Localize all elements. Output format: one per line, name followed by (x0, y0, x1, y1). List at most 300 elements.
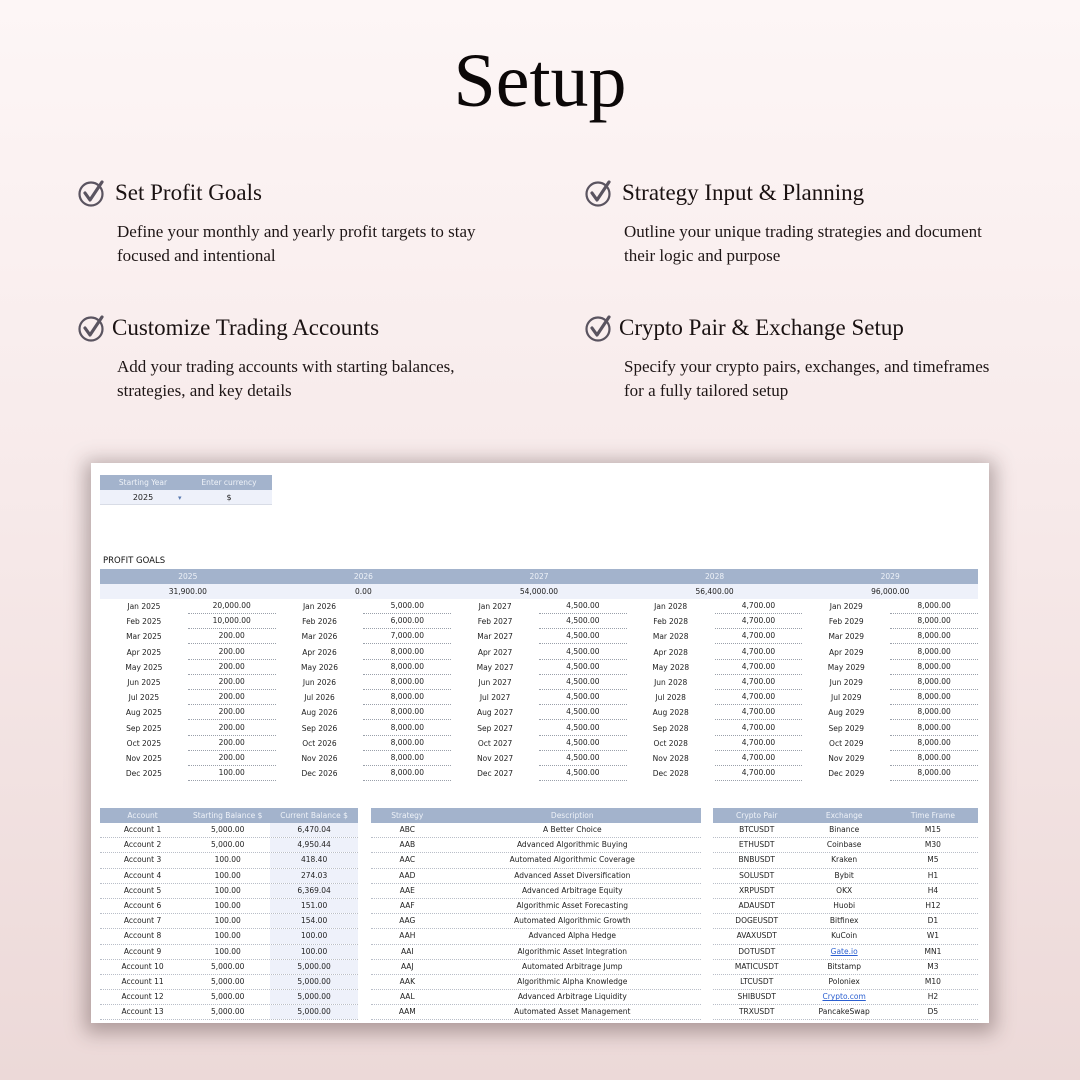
month-row (802, 629, 978, 644)
table-cell[interactable] (371, 914, 444, 928)
month-label: Dec 2027 (477, 769, 514, 779)
month-row (100, 736, 276, 751)
month-goal-input[interactable]: 200.00 (188, 675, 276, 690)
table-cell[interactable] (888, 1005, 978, 1019)
month-row (100, 675, 276, 690)
table-cell[interactable] (100, 975, 185, 989)
year-column (100, 599, 276, 781)
cell-text: Bitfinex (829, 916, 859, 926)
month-label: Mar 2026 (301, 632, 338, 642)
cell-text: Advanced Asset Diversification (514, 870, 631, 880)
month-row (100, 629, 276, 644)
cell-text: D1 (927, 916, 939, 926)
month-goal-input[interactable]: 8,000.00 (890, 675, 978, 690)
cell-text: MN1 (924, 946, 942, 956)
cell-text: 4,950.44 (297, 840, 331, 850)
feature-description (624, 355, 1025, 403)
table-row (713, 914, 978, 929)
feature-title: Customize Trading Accounts (112, 315, 380, 340)
table-row (713, 945, 978, 960)
table-cell[interactable] (713, 990, 800, 1004)
month-label: Dec 2028 (652, 769, 689, 779)
month-goal-input[interactable]: 8,000.00 (890, 690, 978, 705)
month-label: Oct 2027 (477, 738, 513, 748)
cell-text: M15 (924, 825, 941, 834)
starting-year-select[interactable]: 2025 (100, 490, 186, 505)
table-row (371, 899, 701, 914)
cell-text: AAD (399, 870, 416, 880)
month-label: Sep 2028 (652, 723, 689, 733)
cell-text: 5,000.00 (297, 992, 331, 1002)
table-cell[interactable] (185, 975, 270, 989)
month-goal-input[interactable]: 4,500.00 (539, 645, 627, 660)
table-cell[interactable] (185, 960, 270, 974)
table-row (371, 945, 701, 960)
table-cell[interactable] (270, 990, 358, 1004)
month-goal-input[interactable]: 8,000.00 (363, 751, 451, 766)
month-label: Jun 2027 (478, 678, 512, 688)
month-label: Dec 2026 (301, 769, 338, 779)
month-goal-input[interactable]: 4,500.00 (539, 599, 627, 614)
cell-text: Algorithmic Alpha Knowledge (517, 976, 628, 986)
month-goal-input[interactable]: 8,000.00 (890, 660, 978, 675)
month-row (627, 614, 803, 629)
table-cell[interactable] (100, 853, 185, 867)
table-cell[interactable] (713, 838, 800, 852)
month-goal-input[interactable]: 8,000.00 (890, 645, 978, 660)
desc-line: Add your trading accounts with starting balances, (117, 357, 455, 376)
month-goal-input[interactable]: 4,700.00 (715, 645, 803, 660)
table-cell[interactable] (713, 975, 800, 989)
month-goal-input[interactable]: 4,500.00 (539, 660, 627, 675)
cell-text: 5,000.00 (210, 840, 245, 850)
cell-text: LTCUSDT (740, 976, 774, 986)
table-cell[interactable] (270, 853, 358, 867)
month-label: Mar 2028 (652, 632, 689, 642)
feature-title: Set Profit Goals (115, 180, 262, 205)
table-cell[interactable] (713, 869, 800, 883)
cell-text: TRXUSDT (738, 1007, 775, 1017)
table-cell[interactable] (800, 960, 887, 974)
month-label: Sep 2026 (301, 723, 338, 733)
table-cell[interactable] (444, 975, 701, 989)
month-label: Jul 2028 (655, 693, 686, 703)
table-cell[interactable] (371, 823, 444, 837)
month-row (802, 766, 978, 781)
cell-text: ABC (399, 825, 415, 834)
table-cell[interactable] (800, 823, 887, 837)
year-column (802, 599, 978, 781)
table-cell[interactable] (371, 975, 444, 989)
table-row (713, 838, 978, 853)
currency-input[interactable]: $ (186, 490, 272, 505)
month-label: Mar 2029 (828, 632, 865, 642)
cell-text: ETHUSDT (738, 840, 775, 850)
cell-text: Coinbase (826, 840, 862, 850)
month-goal-input[interactable]: 4,700.00 (715, 660, 803, 675)
feature-description (117, 220, 518, 268)
cell-text: 100.00 (214, 900, 241, 910)
month-label: Aug 2029 (828, 708, 865, 718)
month-goal-input[interactable]: 200.00 (188, 751, 276, 766)
month-goal-input[interactable]: 8,000.00 (890, 721, 978, 736)
table-cell[interactable] (185, 869, 270, 883)
table-cell[interactable] (713, 914, 800, 928)
month-goal-input[interactable]: 8,000.00 (363, 705, 451, 720)
month-row (627, 721, 803, 736)
month-label: Jul 2029 (831, 693, 862, 703)
table-cell[interactable] (371, 945, 444, 959)
table-cell[interactable] (888, 869, 978, 883)
cell-text: 100.00 (214, 885, 241, 895)
cell-text: Account 12 (121, 992, 164, 1002)
spreadsheet-preview (91, 463, 989, 1023)
table-cell[interactable] (888, 899, 978, 913)
table-cell[interactable] (444, 960, 701, 974)
table-row (371, 853, 701, 868)
year-total: 56,400.00 (695, 587, 734, 596)
month-goal-input[interactable]: 8,000.00 (890, 766, 978, 781)
month-row (100, 645, 276, 660)
month-goal-input[interactable]: 4,500.00 (539, 614, 627, 629)
table-cell[interactable] (888, 945, 978, 959)
month-label: Jun 2026 (302, 678, 337, 688)
table-cell[interactable] (444, 914, 701, 928)
table-cell[interactable] (800, 899, 887, 913)
table-cell[interactable] (800, 929, 887, 943)
month-row (100, 614, 276, 629)
month-goal-input[interactable]: 4,700.00 (715, 690, 803, 705)
table-cell[interactable] (444, 990, 701, 1004)
desc-line: for a fully tailored setup (624, 381, 789, 400)
cell-text: MATICUSDT (734, 961, 779, 971)
month-row (276, 645, 452, 660)
month-goal-input[interactable]: 8,000.00 (363, 675, 451, 690)
month-label: May 2025 (125, 662, 163, 672)
table-cell[interactable] (888, 960, 978, 974)
month-goal-input[interactable]: 200.00 (188, 660, 276, 675)
cell-text: Account 6 (123, 900, 162, 910)
month-goal-input[interactable]: 4,500.00 (539, 690, 627, 705)
table-cell[interactable] (444, 945, 701, 959)
month-row (100, 721, 276, 736)
month-goal-input[interactable]: 8,000.00 (890, 599, 978, 614)
table-cell[interactable] (100, 945, 185, 959)
table-cell[interactable] (888, 914, 978, 928)
cell-text: Account 5 (123, 885, 162, 895)
dropdown-arrow-icon[interactable]: ▾ (178, 494, 182, 502)
table-cell[interactable] (800, 853, 887, 867)
table-cell[interactable] (371, 990, 444, 1004)
cell-text: H2 (927, 992, 939, 1002)
table-cell[interactable] (713, 899, 800, 913)
feature-title: Strategy Input & Planning (622, 180, 865, 205)
table-cell[interactable] (371, 853, 444, 867)
table-cell[interactable] (800, 945, 887, 959)
month-row (451, 721, 627, 736)
table-cell[interactable] (185, 1005, 270, 1019)
month-label: Apr 2027 (477, 647, 513, 657)
month-row (100, 751, 276, 766)
cell-text: BTCUSDT (739, 825, 775, 834)
table-cell[interactable] (444, 838, 701, 852)
month-goal-input[interactable]: 8,000.00 (363, 766, 451, 781)
table-cell[interactable] (270, 823, 358, 837)
feature-set-profit-goals (78, 176, 518, 268)
table-cell[interactable] (185, 914, 270, 928)
table-cell[interactable] (100, 823, 185, 837)
month-goal-input[interactable]: 8,000.00 (363, 690, 451, 705)
month-row (451, 660, 627, 675)
month-label: Nov 2029 (828, 753, 865, 763)
month-goal-input[interactable]: 7,000.00 (363, 629, 451, 644)
table-cell[interactable] (888, 929, 978, 943)
month-row (802, 690, 978, 705)
table-cell[interactable] (270, 1005, 358, 1019)
month-goal-input[interactable]: 200.00 (188, 705, 276, 720)
month-goal-input[interactable]: 5,000.00 (363, 599, 451, 614)
exchange-link[interactable]: Gate.io (830, 946, 858, 956)
table-cell[interactable] (100, 869, 185, 883)
table-cell[interactable] (270, 869, 358, 883)
table-cell[interactable] (888, 853, 978, 867)
table-cell[interactable] (888, 823, 978, 837)
month-goal-input[interactable]: 4,700.00 (715, 736, 803, 751)
strategies-table (371, 808, 701, 1020)
month-label: Nov 2025 (125, 753, 162, 763)
table-cell[interactable] (100, 960, 185, 974)
desc-line: focused and intentional (117, 246, 276, 265)
table-cell[interactable] (270, 884, 358, 898)
table-cell[interactable] (371, 838, 444, 852)
table-cell[interactable] (185, 945, 270, 959)
month-goal-input[interactable]: 4,700.00 (715, 599, 803, 614)
table-cell[interactable] (185, 823, 270, 837)
table-row (100, 838, 358, 853)
month-row (627, 751, 803, 766)
table-cell[interactable] (888, 975, 978, 989)
table-cell[interactable] (371, 929, 444, 943)
table-cell[interactable] (800, 914, 887, 928)
table-cell[interactable] (713, 929, 800, 943)
table-cell[interactable] (800, 990, 887, 1004)
month-label: Feb 2028 (653, 617, 689, 627)
table-cell[interactable] (888, 884, 978, 898)
table-cell[interactable] (185, 838, 270, 852)
table-row (713, 1005, 978, 1020)
month-goal-input[interactable]: 4,500.00 (539, 629, 627, 644)
month-label: Aug 2028 (652, 708, 689, 718)
table-cell[interactable] (444, 884, 701, 898)
table-cell[interactable] (800, 869, 887, 883)
year-total: 0.00 (355, 587, 372, 596)
month-label: Jan 2025 (127, 602, 161, 612)
table-cell[interactable] (888, 838, 978, 852)
table-row (713, 929, 978, 944)
crypto-pairs-table (713, 808, 978, 1020)
month-goal-input[interactable]: 8,000.00 (363, 660, 451, 675)
month-label: Aug 2027 (477, 708, 514, 718)
month-goal-input[interactable]: 4,500.00 (539, 675, 627, 690)
month-goal-input[interactable]: 4,700.00 (715, 675, 803, 690)
exchange-link[interactable]: Crypto.com (822, 992, 866, 1002)
month-label: Mar 2027 (477, 632, 513, 642)
table-cell[interactable] (444, 823, 701, 837)
month-goal-input[interactable]: 200.00 (188, 645, 276, 660)
table-cell[interactable] (713, 1005, 800, 1019)
month-goal-input[interactable]: 8,000.00 (363, 721, 451, 736)
year-header: 2026 (353, 572, 373, 581)
table-cell[interactable] (444, 899, 701, 913)
cell-text: 418.40 (300, 855, 328, 865)
month-row (100, 705, 276, 720)
month-goal-input[interactable]: 8,000.00 (890, 736, 978, 751)
table-cell[interactable] (371, 960, 444, 974)
table-cell[interactable] (888, 990, 978, 1004)
table-cell[interactable] (713, 884, 800, 898)
table-cell[interactable] (100, 929, 185, 943)
table-cell[interactable] (100, 899, 185, 913)
table-cell[interactable] (185, 990, 270, 1004)
month-goal-input[interactable]: 4,500.00 (539, 766, 627, 781)
table-cell[interactable] (713, 960, 800, 974)
month-label: Feb 2025 (126, 617, 162, 627)
month-row (276, 629, 452, 644)
table-cell[interactable] (444, 869, 701, 883)
cell-text: 100.00 (214, 946, 241, 956)
table-cell[interactable] (713, 853, 800, 867)
month-goal-input[interactable]: 8,000.00 (363, 645, 451, 660)
month-goal-input[interactable]: 4,500.00 (539, 736, 627, 751)
month-goal-input[interactable]: 10,000.00 (188, 614, 276, 629)
table-cell[interactable] (371, 884, 444, 898)
table-cell[interactable] (100, 990, 185, 1004)
cell-text: Account 3 (123, 855, 162, 865)
cell-text: AAI (400, 946, 414, 956)
month-goal-input[interactable]: 4,500.00 (539, 721, 627, 736)
month-goal-input[interactable]: 8,000.00 (890, 705, 978, 720)
month-row (451, 736, 627, 751)
table-row (100, 899, 358, 914)
table-cell[interactable] (100, 884, 185, 898)
feature-customize-accounts (78, 311, 518, 403)
table-cell[interactable] (371, 899, 444, 913)
cell-text: 5,000.00 (210, 961, 245, 971)
table-cell[interactable] (800, 1005, 887, 1019)
table-cell[interactable] (800, 838, 887, 852)
cell-text: M3 (927, 961, 939, 971)
table-cell[interactable] (800, 975, 887, 989)
table-cell[interactable] (100, 1005, 185, 1019)
table-row (713, 990, 978, 1005)
table-cell[interactable] (800, 884, 887, 898)
cell-text: AAJ (400, 961, 414, 971)
month-row (276, 675, 452, 690)
table-cell[interactable] (444, 929, 701, 943)
month-goal-input[interactable]: 6,000.00 (363, 614, 451, 629)
table-row (371, 975, 701, 990)
month-row (276, 599, 452, 614)
month-row (451, 705, 627, 720)
table-cell[interactable] (185, 929, 270, 943)
month-label: Dec 2025 (125, 769, 162, 779)
table-cell[interactable] (713, 823, 800, 837)
month-goal-input[interactable]: 200.00 (188, 721, 276, 736)
cell-text: 5,000.00 (297, 961, 331, 971)
table-cell[interactable] (100, 914, 185, 928)
table-cell[interactable] (371, 1005, 444, 1019)
month-goal-input[interactable]: 8,000.00 (890, 629, 978, 644)
table-cell[interactable] (270, 945, 358, 959)
table-row (100, 869, 358, 884)
cell-text: Account 11 (121, 976, 164, 986)
month-goal-input[interactable]: 8,000.00 (890, 614, 978, 629)
year-header: 2025 (178, 572, 198, 581)
table-cell[interactable] (713, 945, 800, 959)
month-goal-input[interactable]: 4,700.00 (715, 766, 803, 781)
month-goal-input[interactable]: 4,700.00 (715, 721, 803, 736)
month-goal-input[interactable]: 4,700.00 (715, 751, 803, 766)
cell-text: AAC (399, 855, 416, 865)
table-row (100, 914, 358, 929)
table-cell[interactable] (270, 914, 358, 928)
month-goal-input[interactable]: 20,000.00 (188, 599, 276, 614)
table-cell[interactable] (185, 853, 270, 867)
table-cell[interactable] (270, 838, 358, 852)
table-cell[interactable] (270, 929, 358, 943)
cell-text: Account 10 (121, 961, 164, 971)
month-label: Oct 2028 (653, 738, 688, 748)
month-goal-input[interactable]: 4,500.00 (539, 751, 627, 766)
month-goal-input[interactable]: 4,700.00 (715, 614, 803, 629)
month-label: Jul 2025 (128, 693, 160, 703)
table-cell[interactable] (270, 975, 358, 989)
cell-text: Account 7 (123, 916, 162, 926)
table-cell[interactable] (185, 884, 270, 898)
month-row (100, 766, 276, 781)
table-cell[interactable] (444, 853, 701, 867)
month-row (627, 660, 803, 675)
table-cell[interactable] (100, 838, 185, 852)
table-row (100, 884, 358, 899)
check-circle-icon (78, 179, 106, 207)
month-goal-input[interactable]: 4,700.00 (715, 705, 803, 720)
table-cell[interactable] (371, 869, 444, 883)
month-goal-input[interactable]: 100.00 (188, 766, 276, 781)
month-goal-input[interactable]: 200.00 (188, 629, 276, 644)
month-goal-input[interactable]: 4,500.00 (539, 705, 627, 720)
table-cell[interactable] (270, 899, 358, 913)
cell-text: Bybit (834, 870, 854, 880)
month-label: Apr 2028 (653, 647, 688, 657)
table-cell[interactable] (444, 1005, 701, 1019)
cell-text: 5,000.00 (210, 825, 245, 834)
table-cell[interactable] (185, 899, 270, 913)
table-row (100, 945, 358, 960)
month-goal-input[interactable]: 200.00 (188, 736, 276, 751)
month-row (802, 736, 978, 751)
month-goal-input[interactable]: 200.00 (188, 690, 276, 705)
cell-text: 5,000.00 (297, 1007, 331, 1017)
cell-text: Kraken (831, 855, 858, 865)
month-goal-input[interactable]: 8,000.00 (890, 751, 978, 766)
month-goal-input[interactable]: 8,000.00 (363, 736, 451, 751)
table-row (371, 1005, 701, 1020)
table-cell[interactable] (270, 960, 358, 974)
month-goal-input[interactable]: 4,700.00 (715, 629, 803, 644)
month-label: Apr 2029 (829, 647, 864, 657)
cell-text: A Better Choice (542, 825, 602, 834)
